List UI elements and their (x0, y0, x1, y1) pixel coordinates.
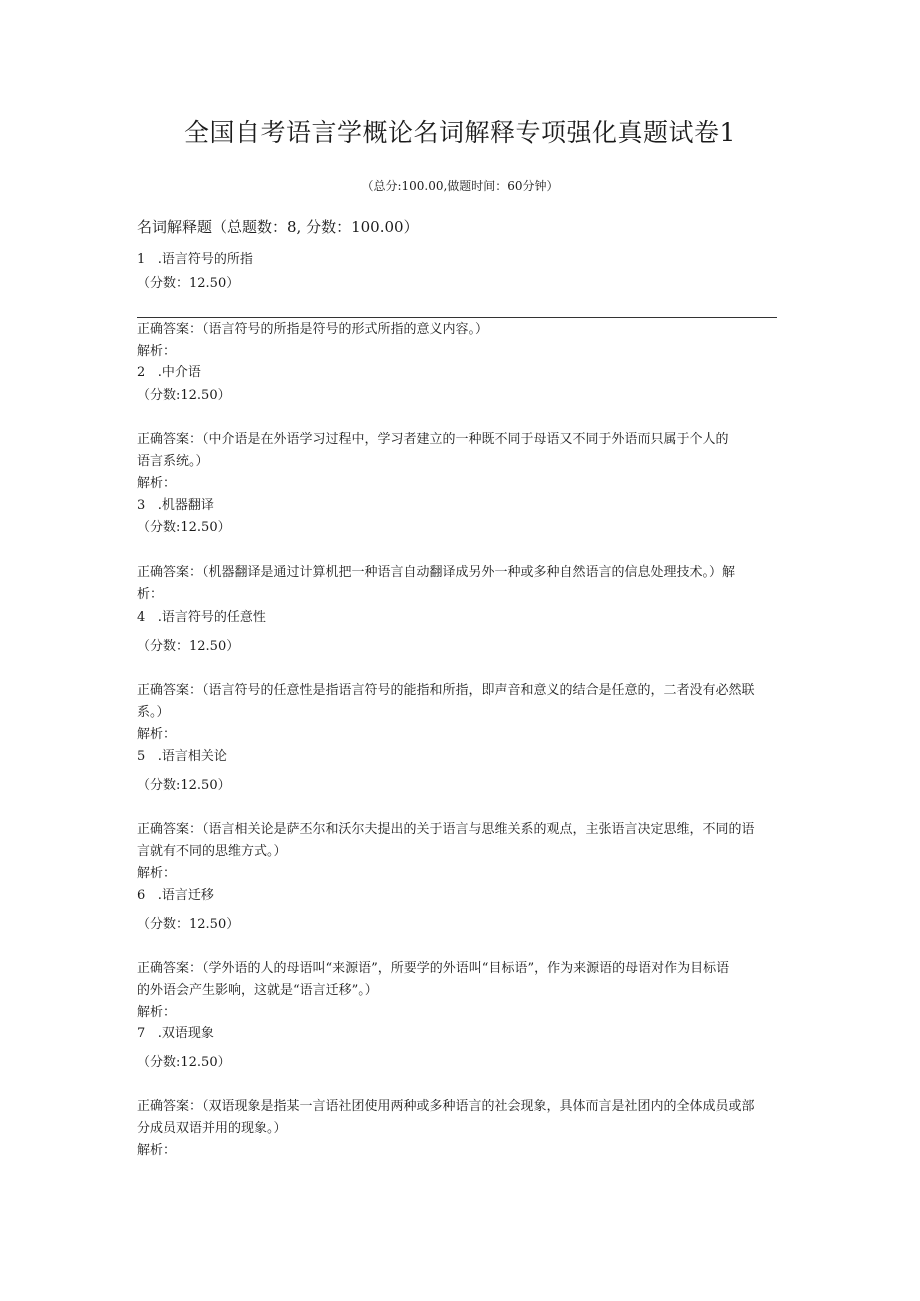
question-term: .语言迁移 (157, 888, 214, 903)
question-term: .语言符号的所指 (157, 252, 253, 267)
question-4-answer (137, 679, 755, 698)
question-1-analysis: 解析： (137, 344, 177, 359)
answer-text: （学外语的人的母语叫“来源语”，所要学的外语叫“目标语”，作为来源语的母语对作为目标语 (202, 961, 730, 976)
question-1-answer (137, 318, 488, 337)
document-subtitle: （总分:100.00,做题时间：60分钟） (361, 179, 559, 193)
question-6-answer (137, 957, 729, 976)
answer-prefix: 正确答案： (137, 1099, 203, 1114)
question-number: 4 (137, 610, 146, 625)
answer-text: （语言符号的任意性是指语言符号的能指和所指，即声音和意义的结合是任意的，二者没有必然联 (202, 683, 755, 698)
question-6-heading (137, 884, 214, 903)
question-5-answer (137, 818, 755, 837)
question-7-heading (137, 1022, 214, 1041)
answer-text: （语言相关论是萨丕尔和沃尔夫提出的关于语言与思维关系的观点，主张语言决定思维，不同的语 (202, 822, 755, 837)
question-7-analysis: 解析： (137, 1143, 177, 1158)
question-5-heading (137, 745, 227, 764)
question-2-heading (137, 361, 201, 380)
question-number: 5 (137, 749, 146, 764)
question-4-score: （分数：12.50） (137, 639, 240, 654)
answer-text: （中介语是在外语学习过程中，学习者建立的一种既不同于母语又不同于外语而只属于个人的 (202, 432, 729, 447)
question-7-score: （分数:12.50） (137, 1055, 231, 1070)
section-heading: 名词解释题（总题数：8, 分数：100.00） (137, 218, 419, 236)
question-1-score: （分数：12.50） (137, 276, 240, 291)
question-6-answer-cont: 的外语会产生影响，这就是“语言迁移”。） (137, 983, 378, 998)
question-term: .中介语 (157, 365, 201, 380)
question-7-answer-cont: 分成员双语并用的现象。） (137, 1121, 287, 1136)
answer-text: （双语现象是指某一言语社团使用两种或多种语言的社会现象，具体而言是社团内的全体成员或部 (202, 1099, 755, 1114)
question-number: 2 (137, 365, 146, 380)
question-6-score: （分数：12.50） (137, 917, 240, 932)
question-number: 3 (137, 498, 146, 513)
question-2-answer (137, 428, 729, 447)
question-5-answer-cont: 言就有不同的思维方式。） (137, 844, 287, 859)
question-1-heading (137, 248, 253, 267)
question-term: .机器翻译 (157, 498, 214, 513)
question-3-answer (137, 561, 735, 580)
question-5-analysis: 解析： (137, 866, 177, 881)
question-2-score: （分数:12.50） (137, 388, 231, 403)
answer-prefix: 正确答案： (137, 822, 203, 837)
answer-prefix: 正确答案： (137, 322, 203, 337)
question-3-score: （分数:12.50） (137, 520, 231, 535)
answer-prefix: 正确答案： (137, 961, 203, 976)
question-4-answer-cont: 系。） (137, 705, 170, 720)
question-7-answer (137, 1095, 755, 1114)
question-4-heading (137, 606, 266, 625)
question-6-analysis: 解析： (137, 1005, 177, 1020)
question-2-answer-cont: 语言系统。） (137, 454, 209, 469)
question-term: .语言相关论 (157, 749, 227, 764)
question-number: 7 (137, 1026, 146, 1041)
question-2-analysis: 解析： (137, 476, 177, 491)
answer-prefix: 正确答案： (137, 565, 203, 580)
answer-prefix: 正确答案： (137, 432, 203, 447)
question-4-analysis: 解析： (137, 727, 177, 742)
answer-prefix: 正确答案： (137, 683, 203, 698)
question-5-score: （分数:12.50） (137, 778, 231, 793)
question-term: .语言符号的任意性 (157, 610, 266, 625)
question-3-heading (137, 494, 214, 513)
answer-text: （语言符号的所指是符号的形式所指的意义内容。） (202, 322, 489, 337)
document-title: 全国自考语言学概论名词解释专项强化真题试卷1 (184, 118, 736, 147)
question-term: .双语现象 (157, 1026, 214, 1041)
question-number: 1 (137, 252, 146, 267)
question-number: 6 (137, 888, 146, 903)
question-3-answer-cont: 析： (137, 587, 164, 602)
answer-text: （机器翻译是通过计算机把一种语言自动翻译成另外一种或多种自然语言的信息处理技术。）解 (202, 565, 736, 580)
